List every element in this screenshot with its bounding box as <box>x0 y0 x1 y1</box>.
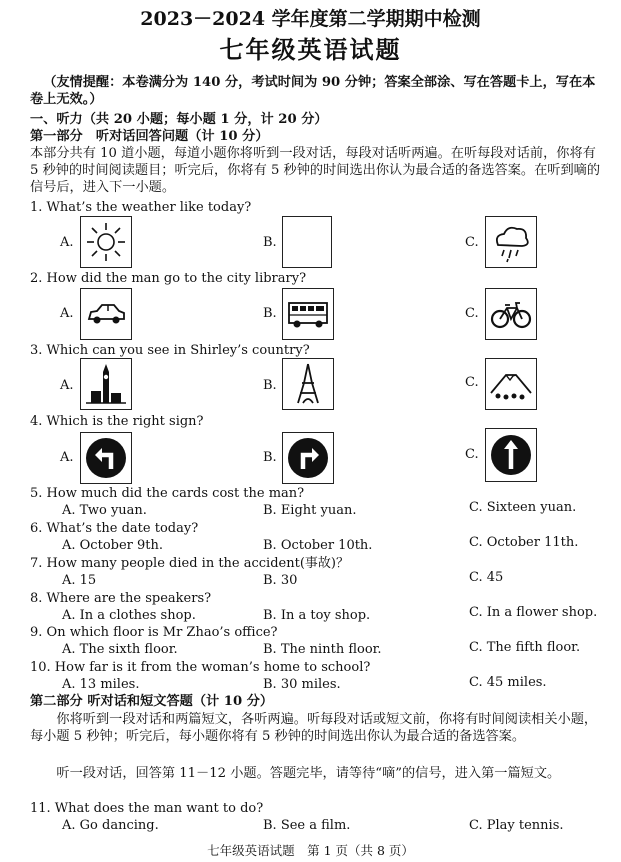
option-c: C. Sixteen yuan. <box>469 500 577 515</box>
eiffel-tower-icon <box>282 358 334 410</box>
option-letter: C. <box>465 306 479 321</box>
turn-left-sign-icon <box>80 432 132 484</box>
part1-instructions: 本部分共有 10 道小题，每道小题你将听到一段对话，每段对话听两遍。在听每段对话前，你将有 5 秒钟的时间阅读题目；听完后，你将有 5 秒钟的时间选出你认为最合适的备选答案。在听到嘀的信号后，进入下一小题。 <box>30 146 601 195</box>
car-icon <box>80 288 132 340</box>
turn-right-sign-icon <box>282 432 334 484</box>
notice: （友情提醒：本卷满分为 140 分，考试时间为 90 分钟；答案全部涂、写在答题卡上，写在本卷上无效。） <box>30 75 596 107</box>
question-11: 11. What does the man want to do? <box>30 801 264 816</box>
option-b: B. 30 <box>263 573 298 588</box>
question-10: 10. How far is it from the woman’s home to school? <box>30 660 371 675</box>
part2-heading: 第二部分 听对话和短文答题（计 10 分） <box>30 694 274 709</box>
exam-title: 2023－2024 学年度第二学期期中检测 <box>140 8 481 30</box>
option-b: B. October 10th. <box>263 538 373 553</box>
bus-icon <box>282 288 334 340</box>
option-letter: A. <box>60 450 74 465</box>
option-c: C. The fifth floor. <box>469 640 581 655</box>
sun-icon <box>80 216 132 268</box>
option-a: A. 13 miles. <box>62 677 140 692</box>
option-a: A. The sixth floor. <box>62 642 178 657</box>
option-letter: C. <box>465 447 479 462</box>
option-b: B. See a film. <box>263 818 351 833</box>
option-letter: C. <box>465 375 479 390</box>
option-a: A. October 9th. <box>62 538 164 553</box>
option-b: B. The ninth floor. <box>263 642 382 657</box>
option-c: C. In a flower shop. <box>469 605 598 620</box>
option-c: C. 45 miles. <box>469 675 547 690</box>
big-ben-icon <box>80 358 132 410</box>
blank-box <box>282 216 332 268</box>
part2-instructions-2: 听一段对话，回答第 11－12 小题。答题完毕，请等待“嘀”的信号，进入第一篇短文。 <box>56 766 561 781</box>
question-6: 6. What’s the date today? <box>30 521 199 536</box>
option-b: B. Eight yuan. <box>263 503 357 518</box>
part1-heading: 第一部分 听对话回答问题（计 10 分） <box>30 129 269 144</box>
question-3: 3. Which can you see in Shirley’s country? <box>30 343 310 358</box>
option-letter: B. <box>263 235 277 250</box>
page-footer: 七年级英语试题 第 1 页（共 8 页） <box>207 843 414 858</box>
option-letter: B. <box>263 306 277 321</box>
option-letter: A. <box>60 306 74 321</box>
option-letter: C. <box>465 235 479 250</box>
option-b: B. In a toy shop. <box>263 608 371 623</box>
rain-cloud-icon <box>485 216 537 268</box>
option-c: C. October 11th. <box>469 535 579 550</box>
straight-ahead-sign-icon <box>485 428 537 482</box>
option-letter: A. <box>60 378 74 393</box>
mount-fuji-icon <box>485 358 537 410</box>
part2-instructions: 你将听到一段对话和两篇短文，各听两遍。听每段对话或短文前，你将有时间阅读相关小题，每小题 5 秒钟；听完后，每小题你将有 5 秒钟的时间选出你认为最合适的备选答案。 <box>30 712 598 744</box>
option-a: A. Go dancing. <box>62 818 159 833</box>
question-4: 4. Which is the right sign? <box>30 414 204 429</box>
option-b: B. 30 miles. <box>263 677 341 692</box>
question-9: 9. On which floor is Mr Zhao’s office? <box>30 625 278 640</box>
option-a: A. In a clothes shop. <box>62 608 196 623</box>
option-c: C. 45 <box>469 570 504 585</box>
question-2: 2. How did the man go to the city library? <box>30 271 307 286</box>
exam-subtitle: 七年级英语试题 <box>219 35 402 64</box>
section-heading: 一、听力（共 20 小题；每小题 1 分，计 20 分） <box>30 112 328 127</box>
option-letter: B. <box>263 378 277 393</box>
question-1: 1. What’s the weather like today? <box>30 200 252 215</box>
option-a: A. Two yuan. <box>62 503 147 518</box>
option-letter: A. <box>60 235 74 250</box>
option-c: C. Play tennis. <box>469 818 564 833</box>
question-5: 5. How much did the cards cost the man? <box>30 486 305 501</box>
option-letter: B. <box>263 450 277 465</box>
question-8: 8. Where are the speakers? <box>30 591 212 606</box>
option-a: A. 15 <box>62 573 97 588</box>
question-7: 7. How many people died in the accident(事故)？ <box>30 556 349 571</box>
bicycle-icon <box>485 288 537 340</box>
